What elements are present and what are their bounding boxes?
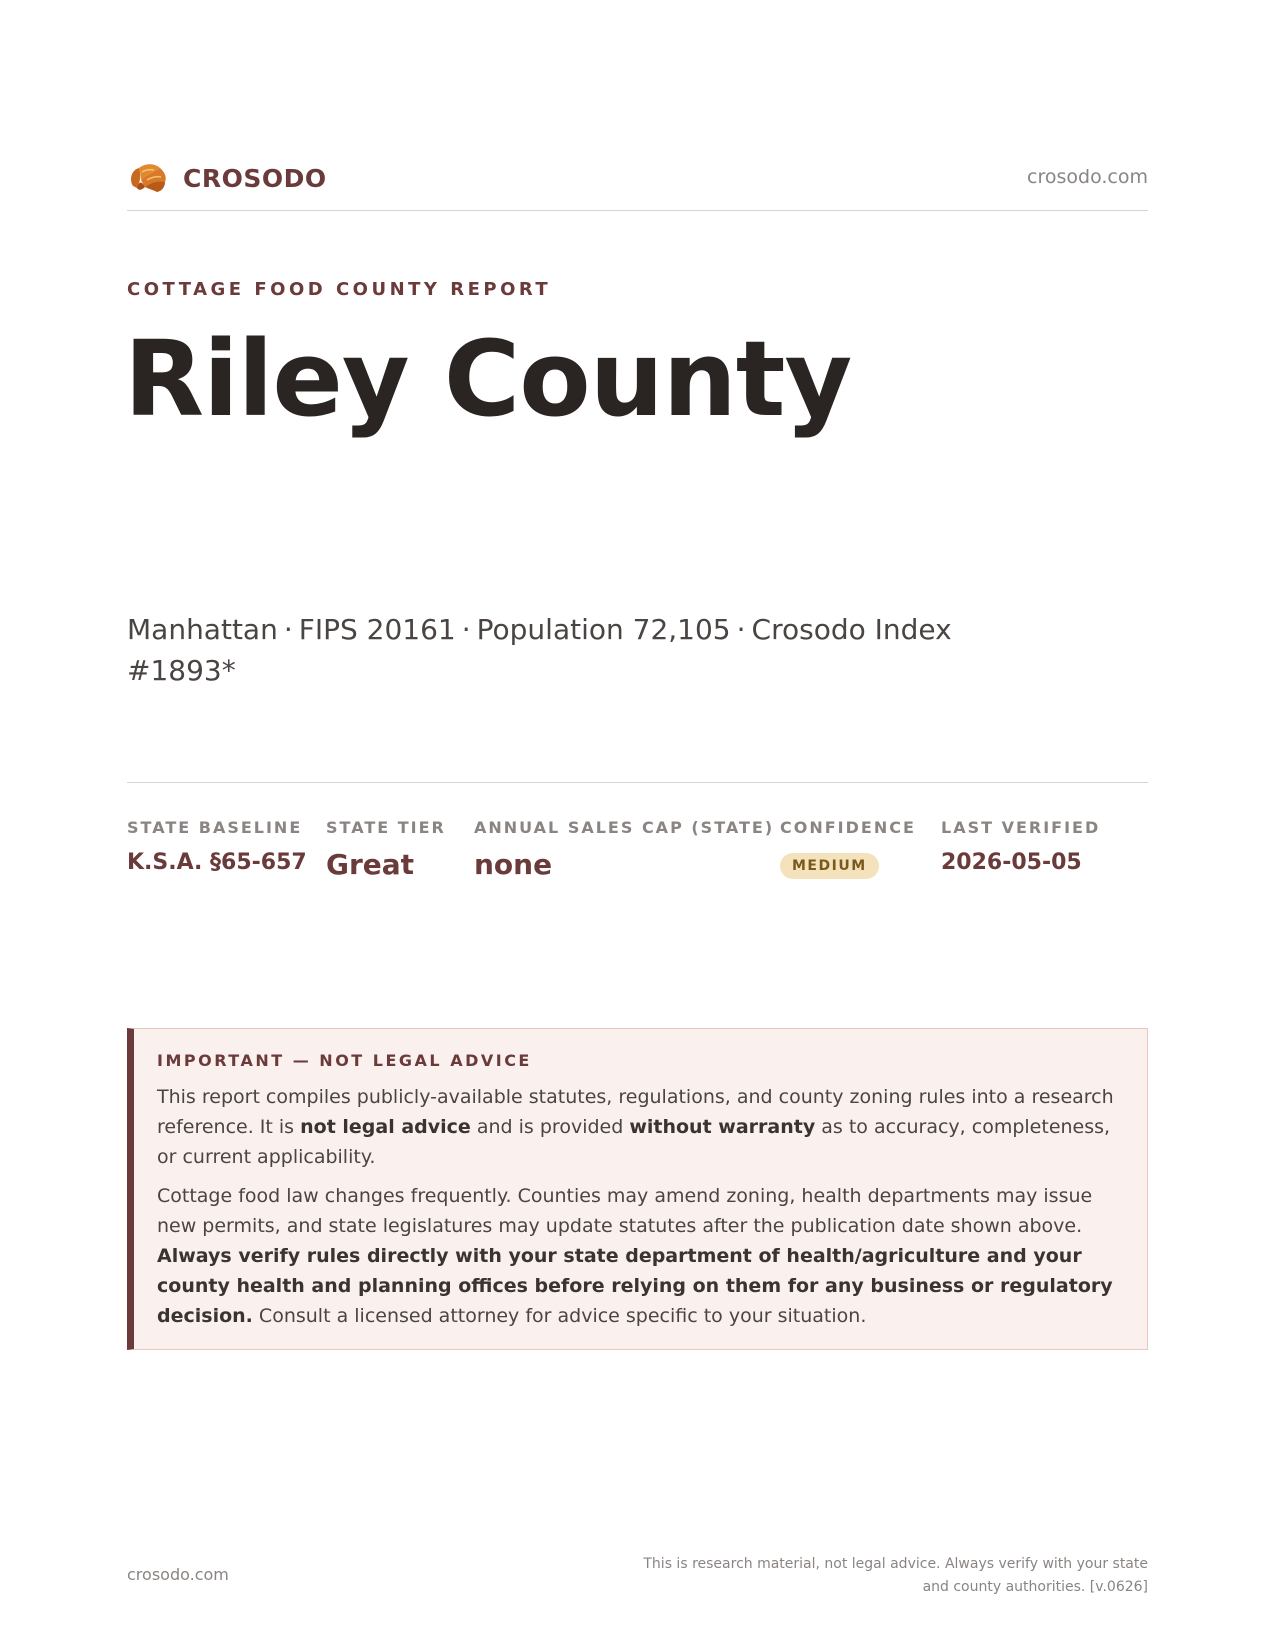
section-divider [127, 782, 1148, 783]
notice-text: Cottage food law changes frequently. Counties may amend zoning, health departments may issue new permits, and state legislatures may update statutes after the publication date shown above. [157, 1185, 1093, 1237]
stat-last-verified [941, 818, 1100, 875]
footer-disclaimer [628, 1553, 1148, 1599]
notice-emphasis: Always verify rules directly with your state department of health/agriculture and your county health and planning offices before relying on them for any business or regulatory decision. [157, 1245, 1113, 1327]
page-title: Riley County [124, 318, 852, 440]
stat-state-tier [326, 818, 446, 881]
stat-label: LAST VERIFIED [941, 818, 1101, 837]
stat-value: K.S.A. §65-657 [127, 850, 307, 875]
notice-text: This report compiles publicly-available statutes, regulations, and county zoning rules into a research reference. It is [157, 1086, 1114, 1138]
footer-disclaimer-line: This is research material, not legal advice. Always verify with your state [643, 1556, 1148, 1572]
header-divider [127, 210, 1148, 211]
site-link[interactable]: crosodo.com [1027, 166, 1148, 188]
stat-confidence [780, 818, 916, 879]
county-meta [127, 609, 987, 691]
meta-city: Manhattan [127, 613, 278, 646]
stat-annual-sales-cap [474, 818, 774, 881]
stat-label: ANNUAL SALES CAP (STATE) [474, 818, 775, 837]
meta-separator: · [736, 613, 746, 646]
meta-population: Population 72,105 [476, 613, 731, 646]
croissant-icon [127, 160, 169, 196]
confidence-badge: MEDIUM [780, 853, 879, 879]
footer-disclaimer-line: and county authorities. [v.0626] [922, 1579, 1148, 1595]
notice-paragraph [157, 1181, 1125, 1331]
meta-separator: · [283, 613, 293, 646]
meta-fips: FIPS 20161 [298, 613, 456, 646]
notice-paragraph [157, 1082, 1125, 1172]
stat-value: 2026-05-05 [941, 850, 1082, 875]
stat-label: STATE TIER [326, 818, 446, 837]
notice-text: as to accuracy, completeness, or current applicability. [157, 1116, 1111, 1168]
notice-text: Consult a licensed attorney for advice specific to your situation. [252, 1305, 867, 1327]
stat-label: STATE BASELINE [127, 818, 303, 837]
report-eyebrow: COTTAGE FOOD COUNTY REPORT [127, 279, 552, 300]
stat-value: Great [326, 848, 415, 881]
footer-site: crosodo.com [127, 1565, 229, 1584]
brand-name: CROSODO [183, 163, 327, 193]
legal-notice [127, 1028, 1148, 1350]
stat-state-baseline [127, 818, 307, 875]
notice-text: and is provided [470, 1116, 630, 1138]
notice-heading: IMPORTANT — NOT LEGAL ADVICE [157, 1051, 532, 1070]
meta-index: Crosodo Index #1893* [127, 613, 952, 687]
meta-separator: · [461, 613, 471, 646]
stat-value: none [474, 848, 553, 881]
stat-label: CONFIDENCE [780, 818, 916, 837]
notice-emphasis: without warranty [629, 1116, 816, 1138]
notice-emphasis: not legal advice [300, 1116, 471, 1138]
brand [127, 160, 327, 196]
